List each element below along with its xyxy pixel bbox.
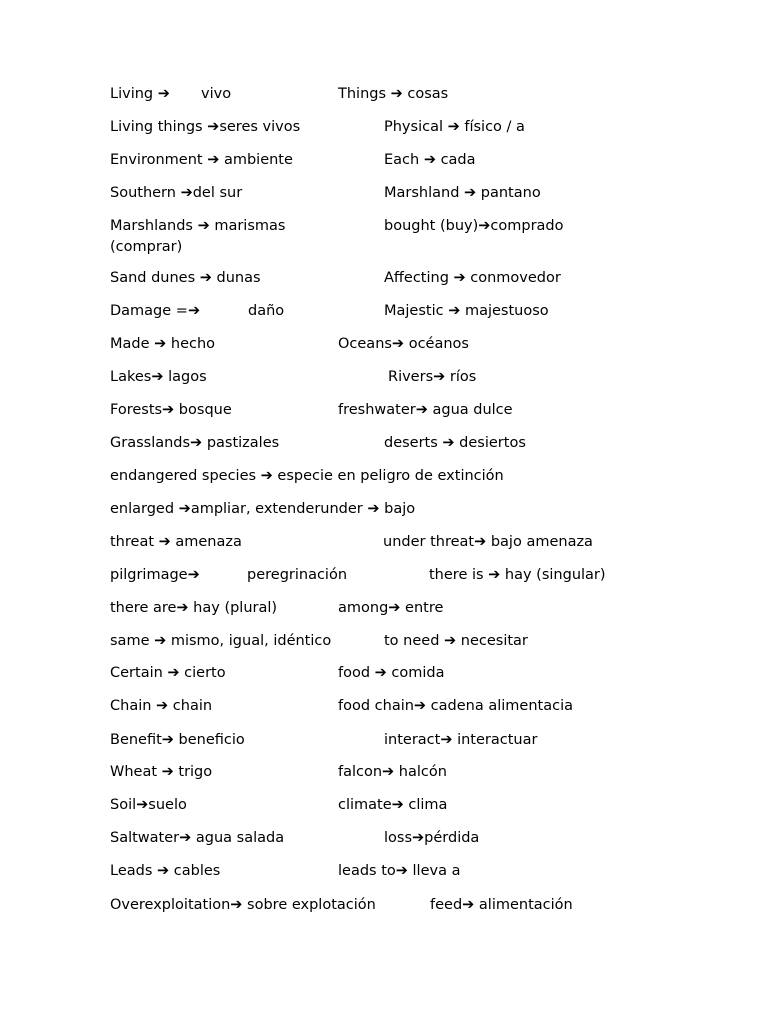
vocab-line [110,466,670,488]
vocab-term-right: food chain➔ cadena alimentacia [338,698,573,714]
vocab-term-right: there is ➔ hay (singular) [429,567,606,583]
vocab-term: Living ➔ [110,86,170,102]
vocab-term: endangered species ➔ especie en peligro de extinción [110,468,504,484]
vocab-term-continuation: (comprar) [110,239,183,255]
vocab-line [110,400,670,422]
vocab-line [110,150,670,172]
vocab-term-right: loss➔pérdida [384,830,480,846]
vocab-line [110,499,670,521]
vocab-line [110,117,670,139]
vocab-term: Marshlands ➔ marismas [110,218,286,234]
vocab-term: Chain ➔ chain [110,698,213,714]
vocab-term: Soil➔suelo [110,797,187,813]
vocab-term: Lakes➔ lagos [110,369,207,385]
vocab-line [110,84,670,106]
vocab-term-right: Marshland ➔ pantano [384,185,541,201]
vocab-line [110,301,670,323]
vocab-term: Benefit➔ beneficio [110,732,245,748]
vocab-line [110,598,670,620]
vocab-line [110,696,670,718]
vocab-line [110,367,670,389]
vocab-line [110,334,670,356]
vocab-term-right: climate➔ clima [338,797,448,813]
vocab-translation: peregrinación [247,567,348,583]
vocab-term-right: Majestic ➔ majestuoso [384,303,549,319]
vocab-term-right: bought (buy)➔comprado [384,218,564,234]
vocab-term: Overexploitation➔ sobre explotación [110,897,376,913]
vocab-line [110,828,670,850]
vocab-term-right: Oceans➔ océanos [338,336,469,352]
vocab-term-right: to need ➔ necesitar [384,633,528,649]
vocab-term: Grasslands➔ pastizales [110,435,280,451]
vocab-term-right: feed➔ alimentación [430,897,573,913]
vocab-term: Damage =➔ [110,303,201,319]
vocab-term-right: food ➔ comida [338,665,445,681]
vocab-term-right: leads to➔ lleva a [338,863,461,879]
vocab-term: threat ➔ amenaza [110,534,242,550]
vocab-term-right: deserts ➔ desiertos [384,435,526,451]
vocab-line [110,762,670,784]
vocab-term-right: Each ➔ cada [384,152,476,168]
vocab-term: Wheat ➔ trigo [110,764,213,780]
vocab-term: Leads ➔ cables [110,863,221,879]
vocab-term: Living things ➔seres vivos [110,119,301,135]
vocab-term-right: falcon➔ halcón [338,764,447,780]
vocab-term-right: Things ➔ cosas [338,86,449,102]
vocab-line [110,631,670,653]
vocab-term-right: freshwater➔ agua dulce [338,402,513,418]
vocab-line [110,663,670,685]
vocab-line [110,433,670,455]
vocab-term: Forests➔ bosque [110,402,232,418]
vocab-term-right: interact➔ interactuar [384,732,538,748]
vocab-line [110,795,670,817]
vocab-term: Environment ➔ ambiente [110,152,293,168]
vocab-term: enlarged ➔ampliar, extenderunder ➔ bajo [110,501,416,517]
vocab-line [110,183,670,205]
vocab-term: pilgrimage➔ [110,567,200,583]
vocab-line [110,730,670,752]
vocab-term: Saltwater➔ agua salada [110,830,285,846]
vocab-term-right: under threat➔ bajo amenaza [383,534,593,550]
vocab-line [110,895,670,917]
vocab-term: Certain ➔ cierto [110,665,226,681]
vocab-term: same ➔ mismo, igual, idéntico [110,633,332,649]
vocab-term: Sand dunes ➔ dunas [110,270,261,286]
vocab-term-right: among➔ entre [338,600,444,616]
vocab-translation: vivo [201,86,232,102]
vocab-line [110,268,670,290]
vocab-term: there are➔ hay (plural) [110,600,278,616]
vocab-line [110,861,670,883]
vocab-term: Made ➔ hecho [110,336,216,352]
vocab-term: Southern ➔del sur [110,185,243,201]
vocab-line [110,565,670,587]
vocab-line [110,216,670,258]
vocab-line [110,532,670,554]
vocab-translation: daño [248,303,285,319]
vocab-term-right: Rivers➔ ríos [388,369,477,385]
vocab-term-right: Physical ➔ físico / a [384,119,525,135]
vocab-term-right: Affecting ➔ conmovedor [384,270,561,286]
